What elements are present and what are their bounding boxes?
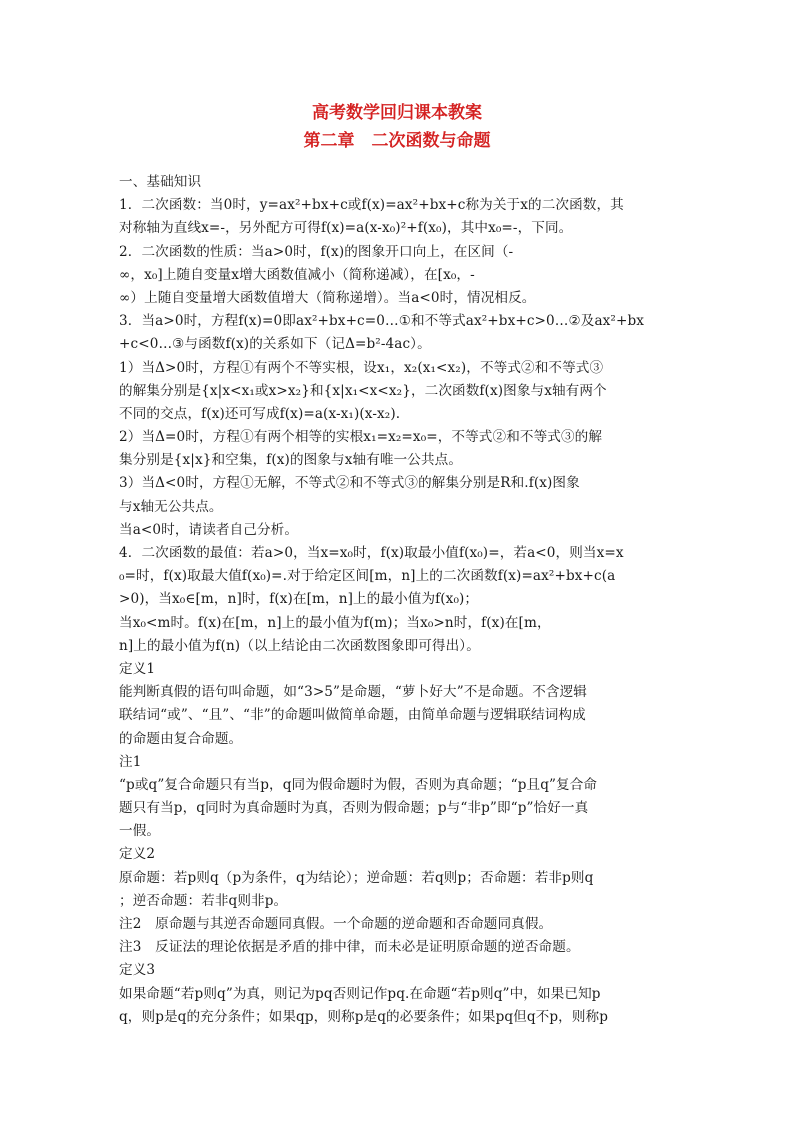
text-line: 定义2 xyxy=(119,846,156,863)
text-line: 3）当Δ<0时，方程①无解，不等式②和不等式③的解集分别是R和.f(x)图象 xyxy=(119,475,580,492)
text-line: 不同的交点，f(x)还可写成f(x)=a(x-x₁)(x-x₂). xyxy=(119,405,401,422)
text-line: 题只有当p，q同时为真命题时为真，否则为假命题；p与“非p”即“p”恰好一真 xyxy=(119,800,589,817)
text-line: 与x轴无公共点。 xyxy=(119,498,223,515)
text-line: 定义3 xyxy=(119,962,156,979)
text-line: n]上的最小值为f(n)（以上结论由二次函数图象即可得出）。 xyxy=(119,637,480,654)
text-line: 如果命题“若p则q”为真，则记为pq否则记作pq.在命题“若p则q”中，如果已知p xyxy=(119,985,601,1002)
title-block xyxy=(0,100,794,154)
text-line: q，则p是q的充分条件；如果qp，则称p是q的必要条件；如果pq但q不p，则称p xyxy=(119,1008,609,1025)
text-line: >0)，当x₀∈[m，n]时，f(x)在[m，n]上的最小值为f(x₀)； xyxy=(119,591,479,608)
text-line: 3．当a>0时，方程f(x)=0即ax²+bx+c=0…①和不等式ax²+bx+c>0…②及ax²+bx xyxy=(119,313,645,330)
text-line: 当x₀<m时。f(x)在[m，n]上的最小值为f(m)；当x₀>n时，f(x)在[m， xyxy=(119,614,551,631)
text-line: 的解集分别是{x|x<x₁或x>x₂}和{x|x₁<x<x₂}，二次函数f(x)图象与x轴有两个 xyxy=(119,382,607,399)
text-line: “p或q”复合命题只有当p，q同为假命题时为假，否则为真命题；“p且q”复合命 xyxy=(119,776,598,793)
document-title: 高考数学回归课本教案 xyxy=(312,103,482,123)
text-line: 4．二次函数的最值：若a>0，当x=x₀时，f(x)取最小值f(x₀)=，若a<0，则当x=x xyxy=(119,545,624,561)
text-line: +c<0…③与函数f(x)的关系如下（记Δ=b²-4ac）。 xyxy=(119,336,431,353)
text-line: 原命题：若p则q（p为条件，q为结论）；逆命题：若q则p；否命题：若非p则q xyxy=(119,869,594,886)
text-line: 一假。 xyxy=(119,823,161,840)
text-line: 1．二次函数：当0时，y=ax²+bx+c或f(x)=ax²+bx+c称为关于x的二次函数，其 xyxy=(119,197,624,214)
text-line: 的命题由复合命题。 xyxy=(119,730,243,747)
text-line: 注1 xyxy=(119,753,142,770)
text-line: ∞）上随自变量增大函数值增大（简称递增）。当a<0时，情况相反。 xyxy=(119,289,536,306)
text-line: ₀=时，f(x)取最大值f(x₀)=.对于给定区间[m，n]上的二次函数f(x)=ax²+bx+c(a xyxy=(119,568,616,585)
text-line: 当a<0时，请读者自己分析。 xyxy=(119,521,299,538)
text-line: 2）当Δ=0时，方程①有两个相等的实根x₁=x₂=x₀=，不等式②和不等式③的解 xyxy=(119,429,603,446)
text-line: 对称轴为直线x=-，另外配方可得f(x)=a(x-x₀)²+f(x₀)，其中x₀=-，下同。 xyxy=(119,220,573,237)
text-line: ∞，x₀]上随自变量x增大函数值减小（简称递减），在[x₀，- xyxy=(119,266,475,283)
body-text xyxy=(119,171,679,1029)
text-line: 集分别是{x|x}和空集，f(x)的图象与x轴有唯一公共点。 xyxy=(119,452,463,469)
text-line: 能判断真假的语句叫命题，如“3>5”是命题，“萝卜好大”不是命题。不含逻辑 xyxy=(119,684,587,701)
text-line: 2．二次函数的性质：当a>0时，f(x)的图象开口向上，在区间（- xyxy=(119,243,514,260)
text-line: 1）当Δ>0时，方程①有两个不等实根，设x₁，x₂(x₁<x₂)，不等式②和不等式③ xyxy=(119,359,604,376)
text-line: 注3 反证法的理论依据是矛盾的排中律，而未必是证明原命题的逆否命题。 xyxy=(119,939,580,956)
text-line: 定义1 xyxy=(119,660,156,677)
text-line: 注2 原命题与其逆否命题同真假。一个命题的逆命题和否命题同真假。 xyxy=(119,916,553,932)
chapter-title: 第二章 二次函数与命题 xyxy=(303,131,491,151)
text-line: 一、基础知识 xyxy=(119,174,202,190)
text-line: ；逆否命题：若非q则非p。 xyxy=(119,892,288,909)
text-line: 联结词“或”、“且”、“非”的命题叫做简单命题，由简单命题与逻辑联结词构成 xyxy=(119,707,586,724)
